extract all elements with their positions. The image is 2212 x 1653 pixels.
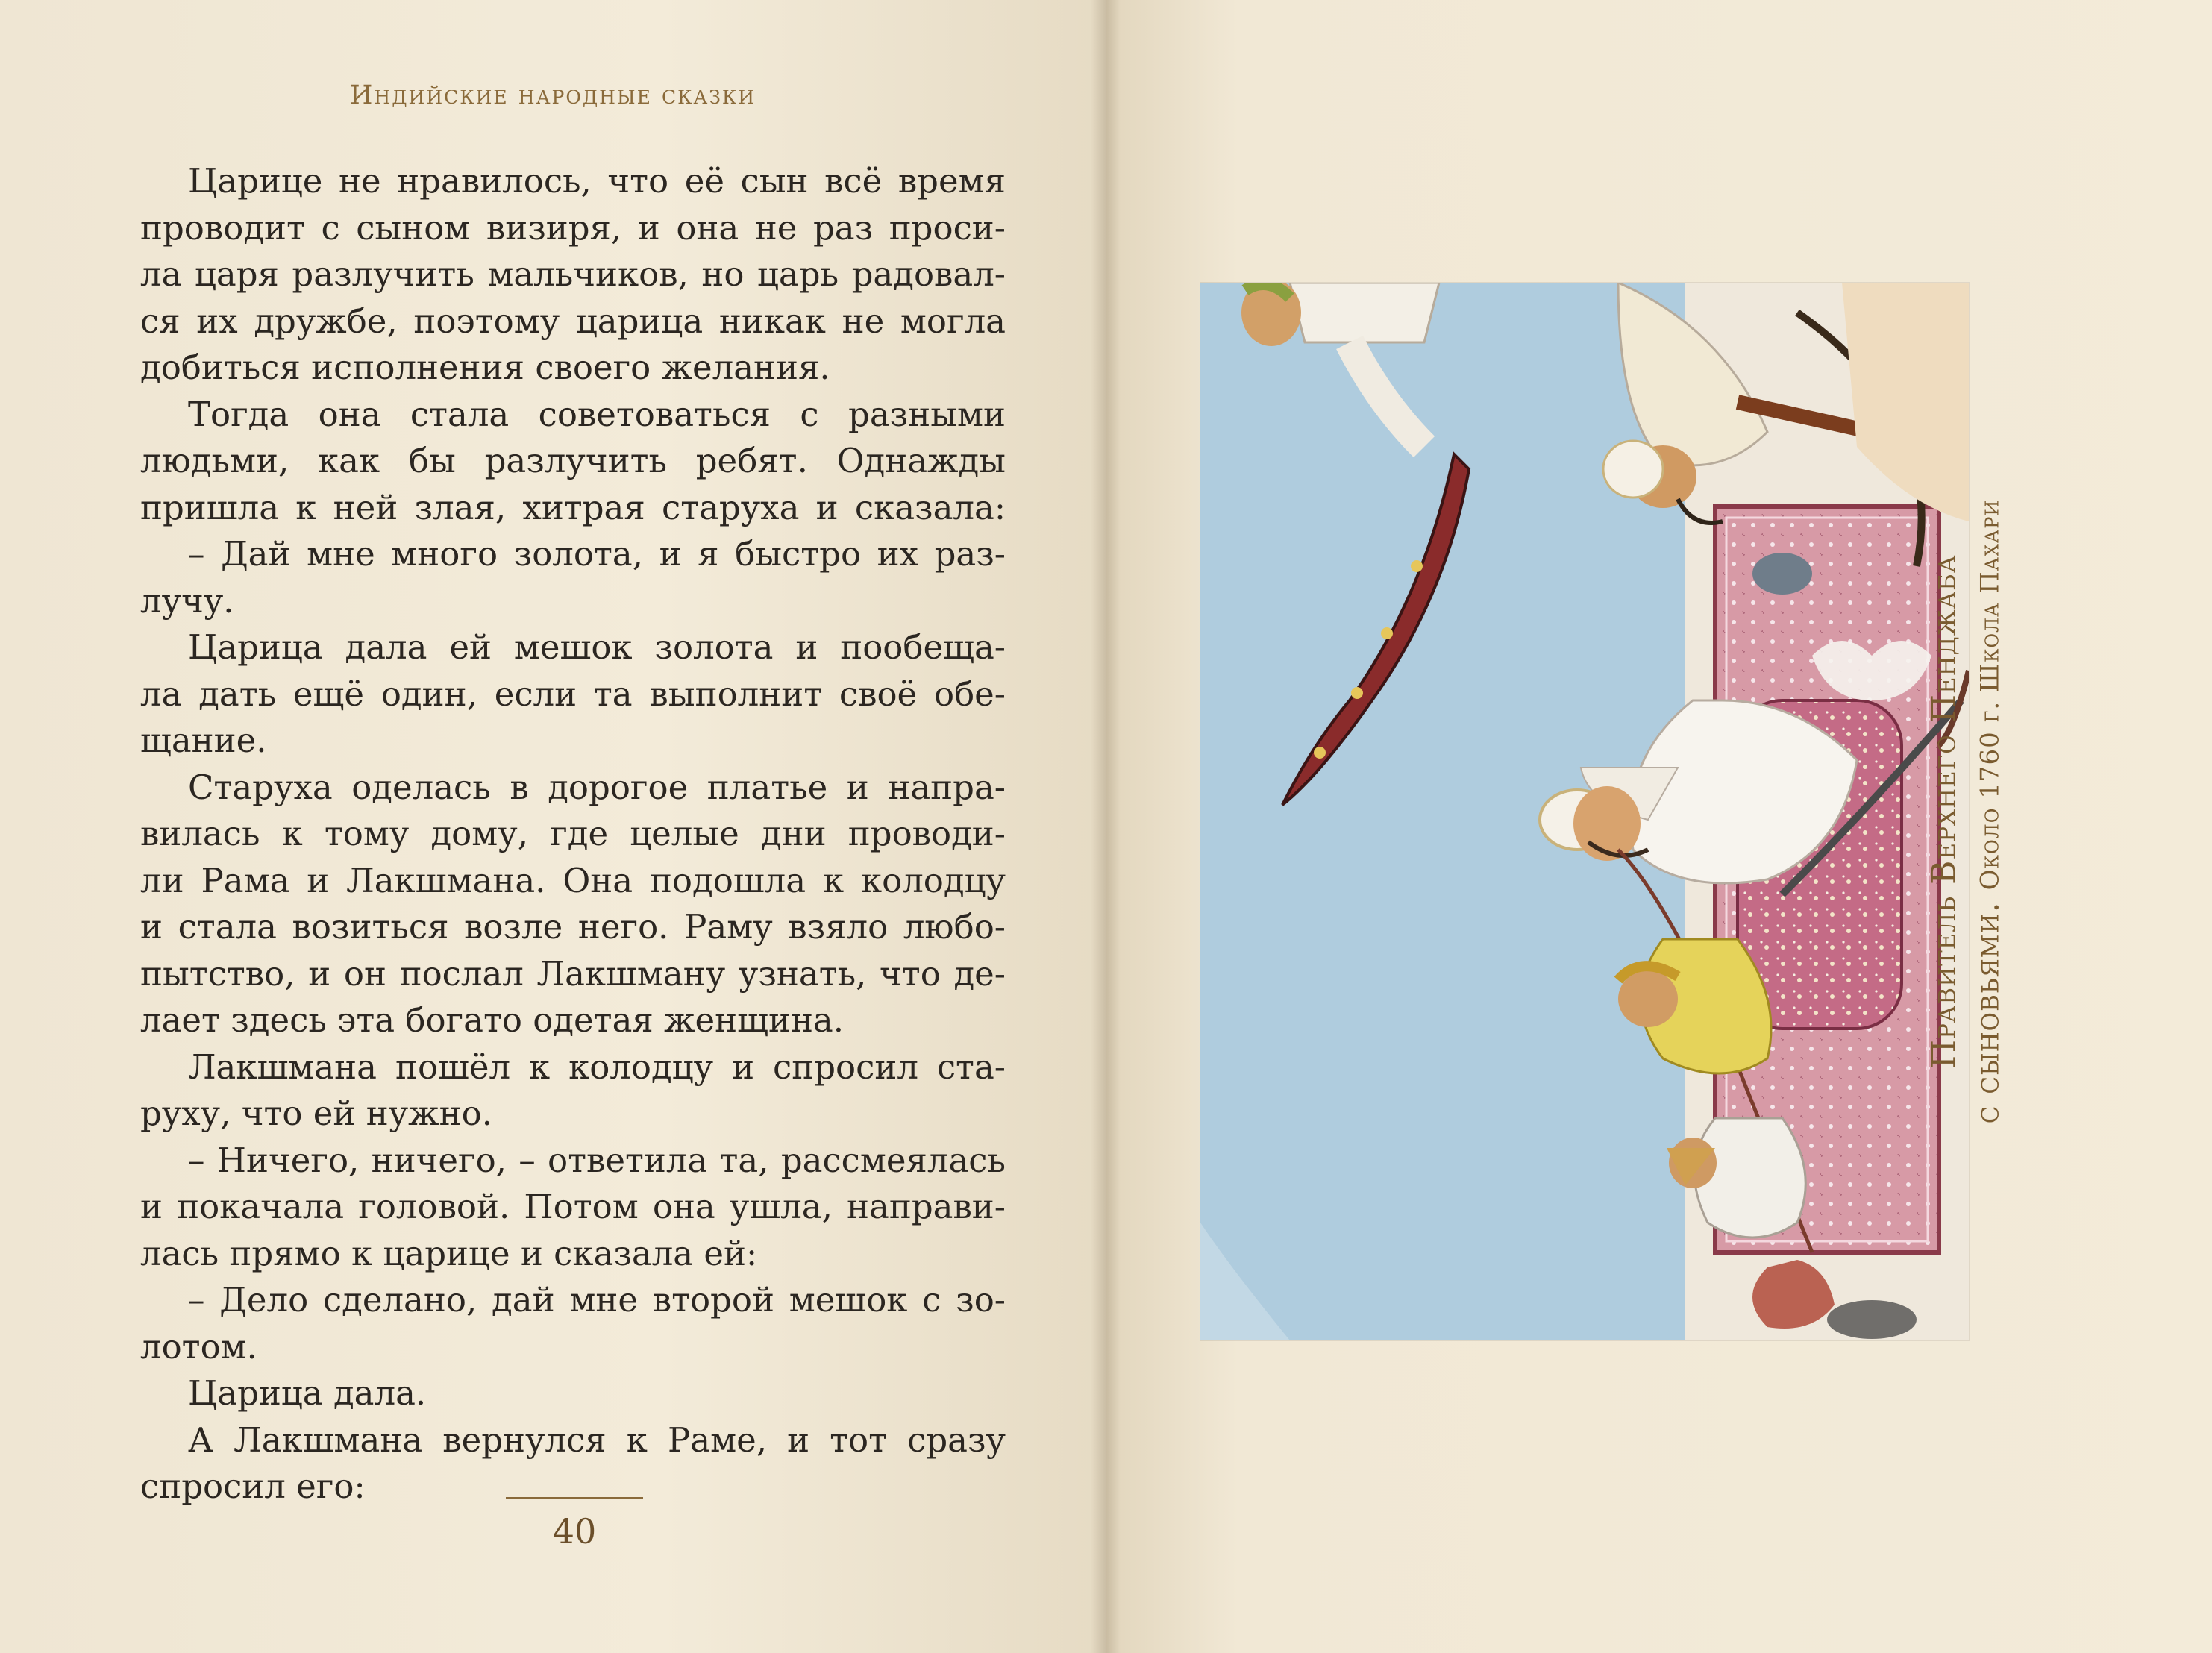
text-line: ся их дружбе, поэтому царица никак не могла <box>140 301 1006 341</box>
text-line: А Лакшмана вернулся к Раме, и тот сразу <box>188 1420 1006 1460</box>
text-line: и стала возиться возле него. Раму взяло любо- <box>140 907 1006 947</box>
text-line: вилась к тому дому, где целые дни проводи- <box>140 814 1006 853</box>
text-line: руху, что ей нужно. <box>140 1094 492 1133</box>
miniature-painting <box>1200 283 1969 1340</box>
text-line: – Ничего, ничего, – ответила та, рассмеялась <box>188 1140 1006 1180</box>
text-line: спросил его: <box>140 1467 366 1506</box>
text-line: Царице не нравилось, что её сын всё время <box>188 161 1006 201</box>
text-line: Лакшмана пошёл к колодцу и спросил ста- <box>188 1047 1006 1087</box>
text-line: ла царя разлучить мальчиков, но царь радовал- <box>140 254 1006 294</box>
text-line: Тогда она стала советоваться с разными <box>188 394 1006 434</box>
text-line: лает здесь эта богато одетая женщина. <box>140 1000 845 1040</box>
text-line: ла дать ещё один, если та выполнит своё обе- <box>140 674 1006 714</box>
text-line: пришла к ней злая, хитрая старуха и сказала: <box>140 487 1006 527</box>
caption-subtitle-detail: Около 1760 г. Школа Пахари <box>1975 499 2005 891</box>
text-line: Старуха оделась в дорогое платье и напра- <box>188 767 1006 807</box>
text-line: лась прямо к царице и сказала ей: <box>140 1233 758 1273</box>
text-line: лучу. <box>140 580 234 621</box>
text-line: – Дело сделано, дай мне второй мешок с зо- <box>188 1280 1006 1320</box>
text-line: пытство, и он послал Лакшману узнать, что де- <box>140 953 1006 994</box>
text-line: людьми, как бы разлучить ребят. Однажды <box>140 441 1006 480</box>
text-line: Царица дала. <box>188 1373 427 1413</box>
caption-subtitle <box>1967 500 2012 1124</box>
text-line: щание. <box>140 721 267 760</box>
text-line: проводит с сыном визиря, и она не раз проси- <box>140 207 1006 248</box>
text-line: и покачала головой. Потом она ушла, направи- <box>140 1187 1006 1226</box>
text-line: добиться исполнения своего желания. <box>140 348 830 387</box>
text-line: ли Рама и Лакшмана. Она подошла к колодцу <box>140 860 1006 900</box>
caption-subtitle-main: с сыновьями. <box>1968 901 2007 1124</box>
running-title: Индийские народные сказки <box>349 81 756 110</box>
book-gutter <box>1091 0 1121 1653</box>
page-number: 40 <box>552 1511 597 1552</box>
text-line: Царица дала ей мешок золота и пообеща- <box>188 627 1006 667</box>
text-line: – Дай мне много золота, и я быстро их раз- <box>188 534 1006 574</box>
text-line: лотом. <box>140 1326 257 1367</box>
body-text <box>140 158 1006 1511</box>
caption-title: Правитель Верхнего Пенджаба <box>1925 554 1964 1069</box>
page-number-rule <box>506 1497 643 1499</box>
